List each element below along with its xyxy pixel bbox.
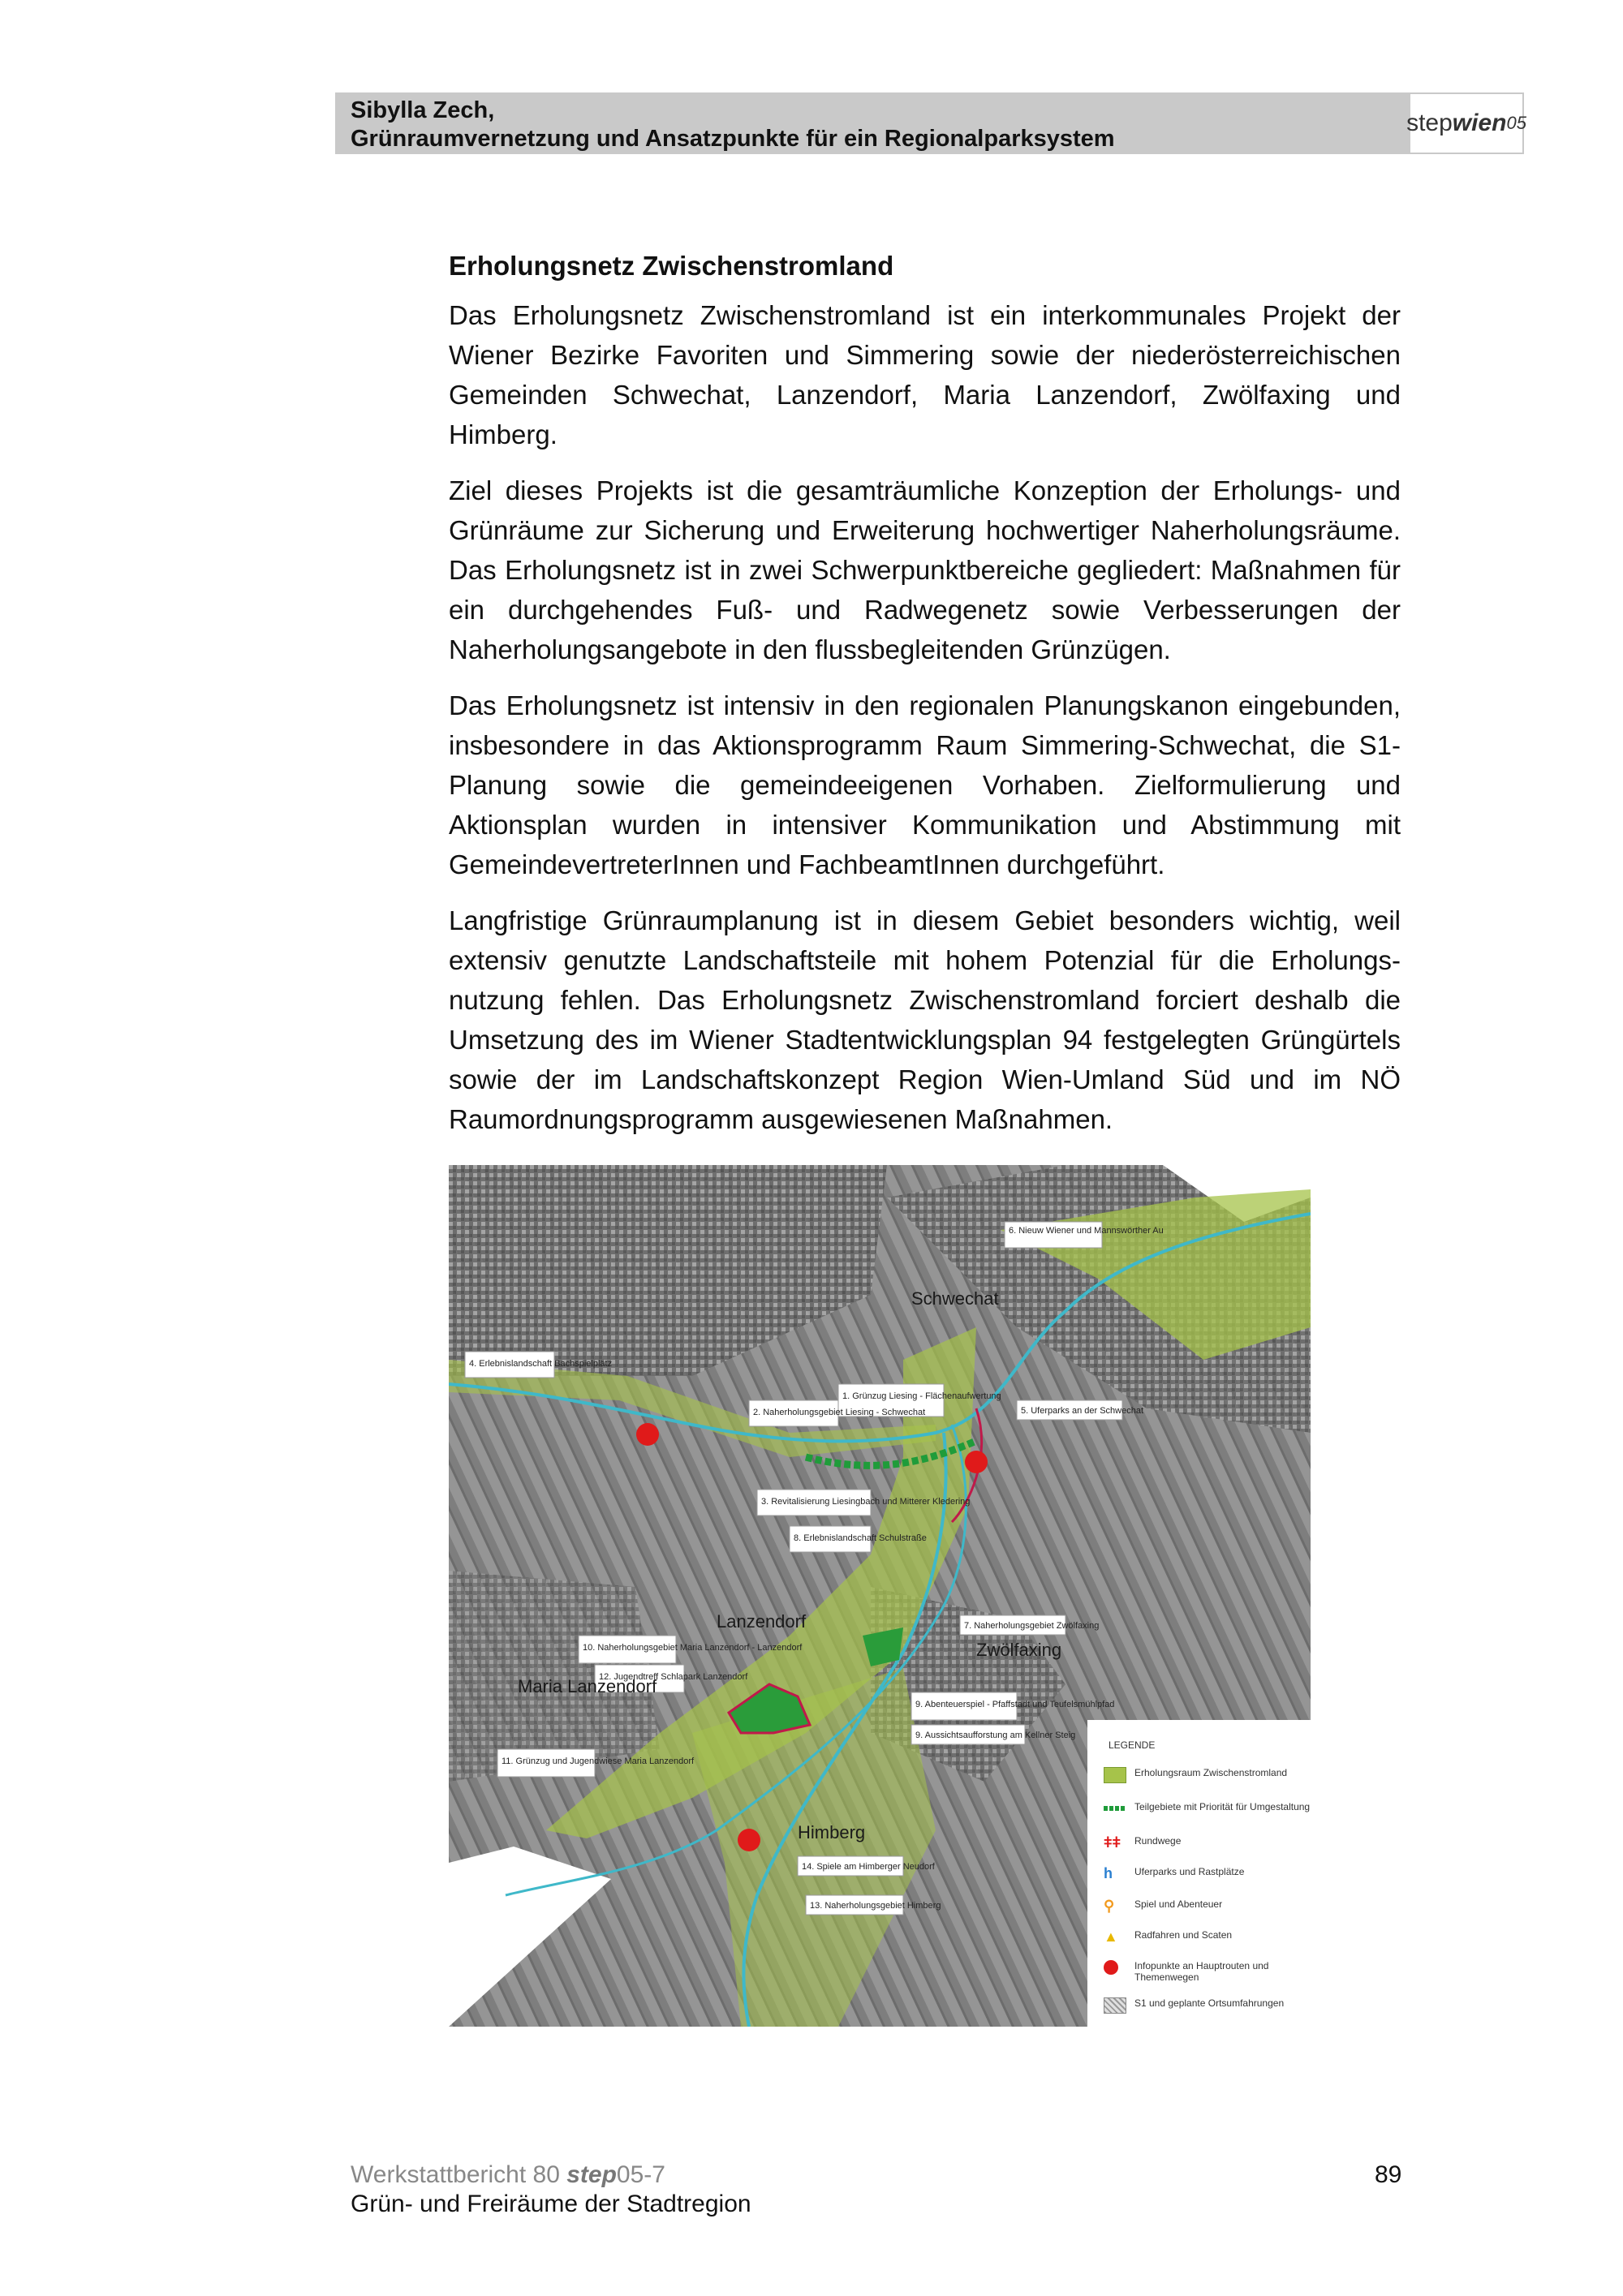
footer-title: Grün- und Freiräume der Stadtregion xyxy=(351,2191,751,2217)
road-icon xyxy=(1104,1997,1126,2014)
footer-series-suffix: 05-7 xyxy=(616,2161,665,2188)
legend-label: Erholungsraum Zwischenstromland xyxy=(1134,1767,1288,1778)
legend-label: Infopunkte an Hauptrouten und Themenwegen xyxy=(1134,1960,1269,1983)
play-icon: ⚲ xyxy=(1104,1898,1115,1914)
legend-item xyxy=(1104,1929,1315,1957)
map-label: 9. Abenteuerspiel - Pfaffstadt und Teufelsmühlpfad xyxy=(915,1700,1115,1709)
town-label: Himberg xyxy=(798,1822,866,1842)
map-label: 4. Erlebnislandschaft Bachspielplätz xyxy=(469,1359,613,1369)
map-label: 9. Aussichtsaufforstung am Kellner Steig xyxy=(915,1731,1076,1740)
map-label: 13. Naherholungsgebiet Himberg xyxy=(810,1901,941,1911)
map-label: 1. Grünzug Liesing - Flächenaufwertung xyxy=(842,1391,1001,1401)
footer-series xyxy=(351,2161,665,2189)
info-point-icon xyxy=(965,1451,988,1473)
section-title: Erholungsnetz Zwischenstromland xyxy=(449,251,894,281)
bike-icon: ▲ xyxy=(1104,1928,1118,1945)
town-label: Schwechat xyxy=(911,1288,999,1309)
legend-label: Radfahren und Scaten xyxy=(1134,1929,1233,1941)
legend-item xyxy=(1104,1801,1315,1829)
map-label: 2. Naherholungsgebiet Liesing - Schwechat xyxy=(753,1408,926,1417)
legend-item xyxy=(1104,1898,1315,1926)
legend-item xyxy=(1104,1960,1315,1988)
logo-num: 05 xyxy=(1506,113,1526,133)
info-point-icon xyxy=(636,1423,659,1446)
map-label: 14. Spiele am Himberger Neudorf xyxy=(802,1862,935,1872)
rest-icon: h xyxy=(1104,1865,1113,1881)
legend-label: Rundwege xyxy=(1134,1835,1182,1847)
legend-label: S1 und geplante Ortsumfahrungen xyxy=(1134,1997,1285,2009)
legend-item xyxy=(1104,1866,1315,1894)
info-point-icon xyxy=(1104,1960,1126,1976)
logo-wien: wien xyxy=(1452,110,1507,136)
map-label: 11. Grünzug und Jugendwiese Maria Lanzendorf xyxy=(502,1756,695,1766)
town-label: Zwölfaxing xyxy=(976,1640,1062,1660)
map-legend xyxy=(1087,1720,1316,2028)
green-area-icon xyxy=(1104,1767,1126,1783)
header-title: Grünraumvernetzung und Ansatzpunkte für ein Regionalparksystem xyxy=(351,126,1115,152)
walkers-icon: ǂǂ xyxy=(1104,1834,1121,1851)
legend-label: Spiel und Abenteuer xyxy=(1134,1898,1223,1910)
green-dotted-icon xyxy=(1104,1806,1126,1811)
map-label: 7. Naherholungsgebiet Zwölfaxing xyxy=(964,1621,1100,1631)
legend-title: LEGENDE xyxy=(1109,1739,1156,1751)
info-point-icon xyxy=(738,1829,760,1851)
page-number: 89 xyxy=(1375,2161,1402,2188)
paragraph: Das Erholungsnetz ist intensiv in den regionalen Planungskanon eingebunden, insbesondere in das Aktionsprogramm Raum Simmering-Schwechat, die S1-Planung sowie die gemeindeeigenen Vorhaben. Zielformulierung und Aktionsplan wurden in intensiver Kommunikation und Abstimmung mit GemeindevertreterInnen und FachbeamtInnen durchgeführt. xyxy=(449,690,1401,879)
footer-series-bold: step xyxy=(566,2161,617,2188)
step-wien-logo xyxy=(1406,92,1526,154)
map-label: 5. Uferparks an der Schwechat xyxy=(1021,1406,1144,1416)
paragraph: Ziel dieses Projekts ist die gesamträumliche Konzeption der Erholungs- und Grünräume zur Sicherung und Erweiterung hochwertiger Naherholungsräume. Das Erholungsnetz ist in zwei Schwerpunktbereiche gegliedert: Maßnahmen für ein durchgehendes Fuß- und Radwegenetz sowie Verbesserungen der Naherholungsangebote in den flussbegleitenden Grünzügen. xyxy=(449,475,1401,664)
footer-series-text: Werkstattbericht 80 xyxy=(351,2161,567,2188)
paragraph: Das Erholungsnetz Zwischenstromland ist ein interkommunales Projekt der Wiener Bezirke Favoriten und Simmering sowie der niederösterreichischen Gemeinden Schwechat, Lanzendorf, Maria Lanzendorf, Zwölfaxing und Himberg. xyxy=(449,300,1401,449)
logo-step: step xyxy=(1406,110,1453,136)
town-label: Maria Lanzendorf xyxy=(518,1676,657,1696)
legend-label: Teilgebiete mit Priorität für Umgestaltung xyxy=(1134,1801,1311,1812)
map-label: 10. Naherholungsgebiet Maria Lanzendorf - Lanzendorf xyxy=(583,1643,803,1653)
header-author: Sibylla Zech, xyxy=(351,97,495,123)
map-label: 12. Jugendtreff Schlapark Lanzendorf xyxy=(599,1672,748,1682)
map-label: 8. Erlebnislandschaft Schulstraße xyxy=(794,1533,927,1543)
paragraph: Langfristige Grünraumplanung ist in diesem Gebiet besonders wichtig, weil extensiv genutzte Landschaftsteile mit hohem Potenzial für die Erholungsnutzung fehlen. Das Erholungsnetz Zwischenstromland forciert deshalb die Umsetzung des im Wiener Stadtentwicklungsplan 94 festgelegten Grüngürtels sowie der im Landschaftskonzept Region Wien-Umland Süd und im NÖ Raumordnungsprogramm ausgewiesenen Maßnahmen. xyxy=(449,905,1401,1134)
map-label: 6. Nieuw Wiener und Mannswörther Au xyxy=(1009,1226,1164,1236)
legend-item xyxy=(1104,1767,1315,1795)
legend-item xyxy=(1104,1835,1315,1863)
main-content xyxy=(449,247,1401,1155)
legend-label: Uferparks und Rastplätze xyxy=(1134,1866,1245,1877)
town-label: Lanzendorf xyxy=(717,1611,807,1632)
legend-item xyxy=(1104,1997,1315,2025)
map-label: 3. Revitalisierung Liesingbach und Mitterer Kledering xyxy=(761,1497,971,1507)
